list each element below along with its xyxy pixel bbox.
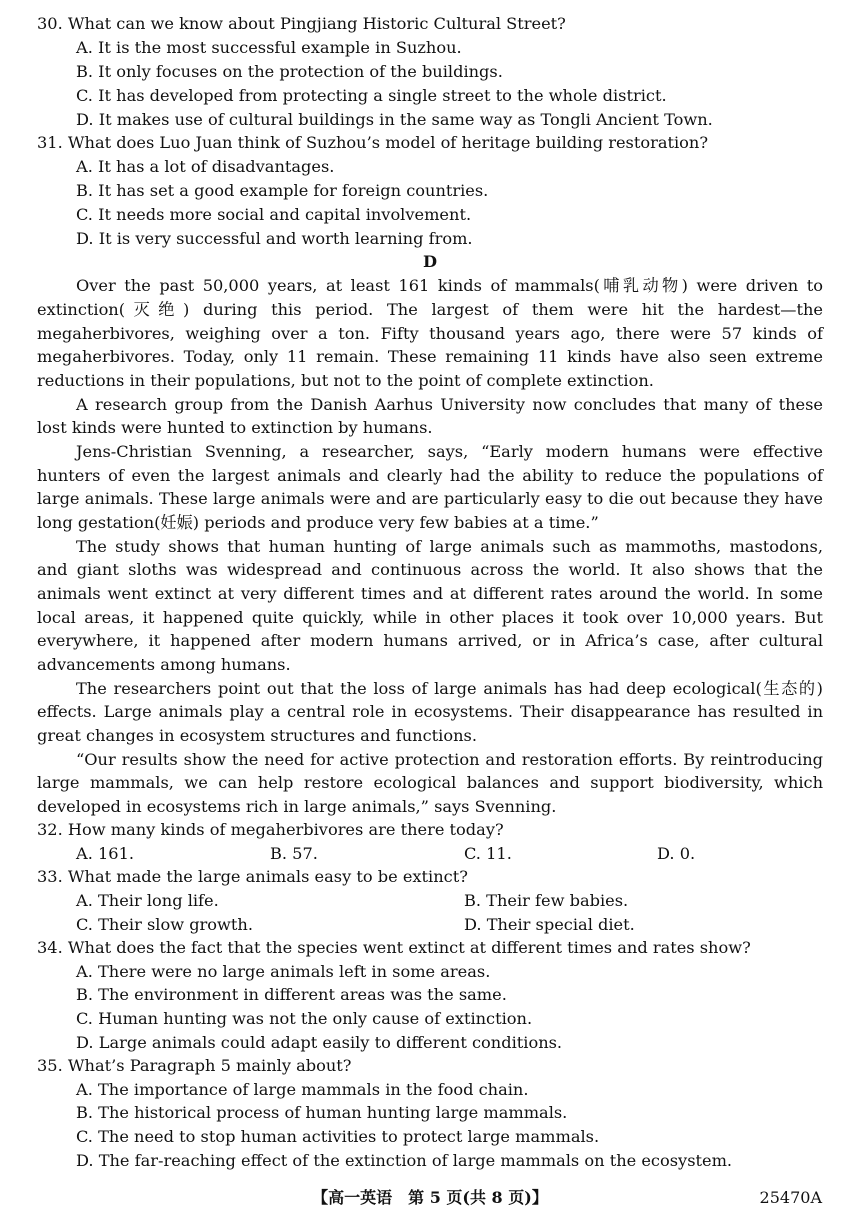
passage-line: large animals. These large animals were and are particularly easy to die out because they have: [37, 489, 823, 508]
passage-line: lost kinds were hunted to extinction by humans.: [37, 418, 433, 437]
passage-line: “Our results show the need for active protection and restoration efforts. By reintroducing: [76, 750, 823, 769]
q31-option-b: B. It has set a good example for foreign countries.: [76, 181, 489, 200]
passage-line: advancements among humans.: [37, 655, 291, 674]
q35-option-b: B. The historical process of human hunting large mammals.: [76, 1103, 568, 1122]
passage-line: megaherbivores, weighing over a ton. Fifty thousand years ago, there were 57 kinds of: [37, 324, 823, 343]
q31-option-a: A. It has a lot of disadvantages.: [76, 157, 335, 176]
q33-stem: 33. What made the large animals easy to be extinct?: [37, 867, 468, 886]
q35-option-a: A. The importance of large mammals in the food chain.: [76, 1080, 529, 1099]
section-heading: D: [422, 252, 438, 271]
q34-stem: 34. What does the fact that the species went extinct at different times and rates show?: [37, 938, 751, 957]
q33-option-a: A. Their long life.: [76, 891, 219, 910]
q31-option-c: C. It needs more social and capital involvement.: [76, 205, 472, 224]
passage-line: Jens-Christian Svenning, a researcher, says, “Early modern humans were effective: [76, 442, 823, 461]
passage-line: large mammals, we can help restore ecological balances and support biodiversity, which: [37, 773, 823, 792]
passage-line: effects. Large animals play a central role in ecosystems. Their disappearance has resulted in: [37, 702, 823, 721]
exam-code: 25470A: [759, 1188, 822, 1207]
q33-option-d: D. Their special diet.: [464, 915, 635, 934]
q34-option-d: D. Large animals could adapt easily to different conditions.: [76, 1033, 563, 1052]
q32-stem: 32. How many kinds of megaherbivores are there today?: [37, 820, 504, 839]
passage-line: long gestation(妊娠) periods and produce very few babies at a time.”: [37, 513, 599, 532]
q32-option-a: A. 161.: [76, 844, 135, 863]
passage-line: megaherbivores. Today, only 11 remain. These remaining 11 kinds have also seen extreme: [37, 347, 823, 366]
passage-line: Over the past 50,000 years, at least 161 kinds of mammals(哺乳动物) were driven to: [76, 276, 823, 295]
q32-option-b: B. 57.: [270, 844, 318, 863]
page-footer: 【高一英语 第 5 页(共 8 页)】: [312, 1188, 548, 1207]
q33-option-c: C. Their slow growth.: [76, 915, 253, 934]
passage-line: and giant sloths was widespread and continuous across the world. It also shows that the: [37, 560, 823, 579]
q33-option-b: B. Their few babies.: [464, 891, 629, 910]
passage-line: reductions in their populations, but not to the point of complete extinction.: [37, 371, 654, 390]
passage-line: extinction(灭绝) during this period. The largest of them were hit the hardest—the: [37, 300, 823, 319]
q32-option-d: D. 0.: [657, 844, 696, 863]
q34-option-a: A. There were no large animals left in some areas.: [76, 962, 491, 981]
passage-line: A research group from the Danish Aarhus University now concludes that many of these: [76, 395, 823, 414]
passage-line: The researchers point out that the loss of large animals has had deep ecological(生态的): [76, 679, 823, 698]
passage-line: hunters of even the largest animals and clearly had the ability to reduce the populations of: [37, 466, 823, 485]
q34-option-b: B. The environment in different areas was the same.: [76, 985, 507, 1004]
passage-line: developed in ecosystems rich in large animals,” says Svenning.: [37, 797, 557, 816]
q35-stem: 35. What’s Paragraph 5 mainly about?: [37, 1056, 352, 1075]
q31-option-d: D. It is very successful and worth learning from.: [76, 229, 473, 248]
passage-line: everywhere, it happened after modern humans arrived, or in Africa’s case, after cultural: [37, 631, 823, 650]
q35-option-d: D. The far-reaching effect of the extinction of large mammals on the ecosystem.: [76, 1151, 733, 1170]
passage-line: great changes in ecosystem structures and functions.: [37, 726, 477, 745]
q30-stem: 30. What can we know about Pingjiang Historic Cultural Street?: [37, 14, 566, 33]
q34-option-c: C. Human hunting was not the only cause of extinction.: [76, 1009, 533, 1028]
q30-option-a: A. It is the most successful example in Suzhou.: [76, 38, 462, 57]
q30-option-d: D. It makes use of cultural buildings in the same way as Tongli Ancient Town.: [76, 110, 713, 129]
passage-line: animals went extinct at very different times and at different rates around the world. In some: [37, 584, 823, 603]
q30-option-c: C. It has developed from protecting a single street to the whole district.: [76, 86, 667, 105]
q32-option-c: C. 11.: [464, 844, 512, 863]
passage-line: local areas, it happened quite quickly, while in other places it took over 10,000 years. But: [37, 608, 823, 627]
q31-stem: 31. What does Luo Juan think of Suzhou’s model of heritage building restoration?: [37, 133, 709, 152]
passage-line: The study shows that human hunting of large animals such as mammoths, mastodons,: [76, 537, 823, 556]
q30-option-b: B. It only focuses on the protection of the buildings.: [76, 62, 503, 81]
q35-option-c: C. The need to stop human activities to protect large mammals.: [76, 1127, 600, 1146]
